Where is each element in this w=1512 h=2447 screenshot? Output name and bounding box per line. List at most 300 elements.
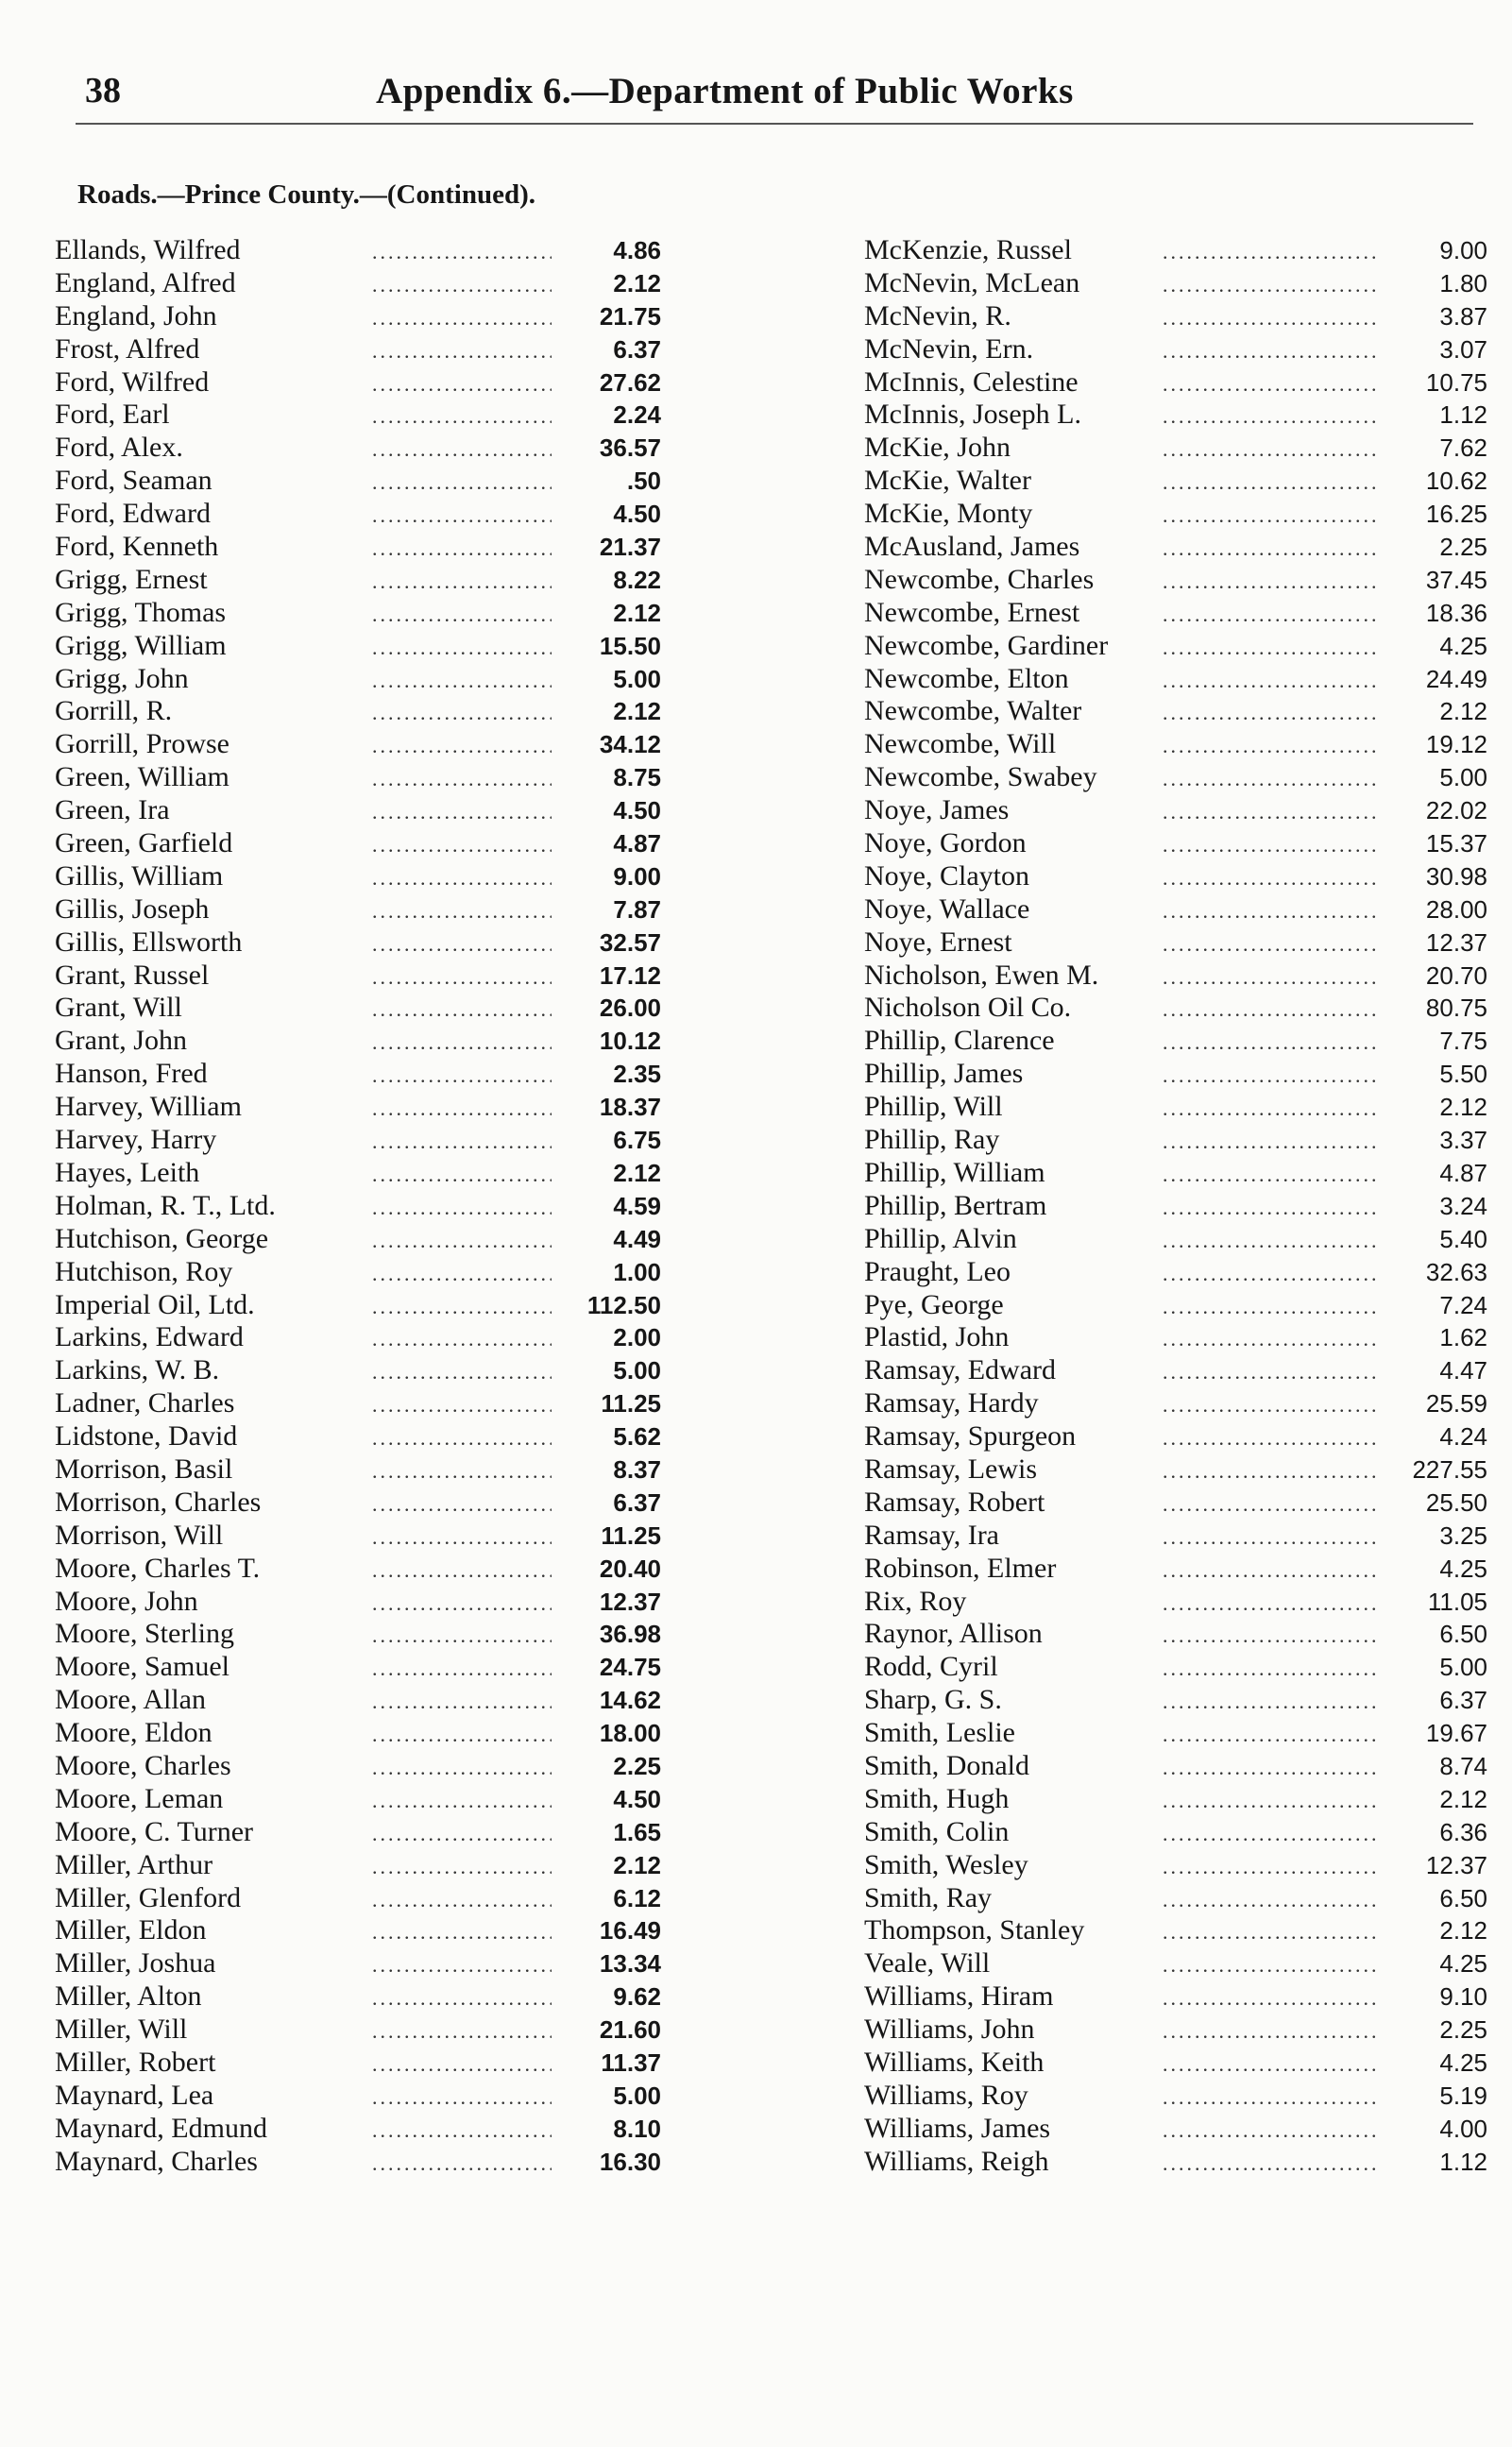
dot-leader <box>372 566 552 599</box>
entry-name: Miller, Will <box>55 2014 188 2046</box>
entry-amount: 5.00 <box>613 664 661 693</box>
entry-name: Miller, Arthur <box>55 1848 213 1880</box>
list-item <box>55 1025 692 1058</box>
entry-name: McAusland, James <box>864 531 1080 563</box>
list-item <box>864 2146 1487 2179</box>
entry-amount: 112.50 <box>586 1290 661 1319</box>
entry-name: Ford, Wilfred <box>55 365 210 398</box>
list-item <box>864 1058 1487 1091</box>
entry-amount: 12.37 <box>1425 1850 1487 1879</box>
entry-name: Miller, Joshua <box>55 1947 216 1980</box>
entry-amount: 21.75 <box>599 301 661 331</box>
entry-name: Grant, John <box>55 1025 187 1057</box>
dot-leader <box>372 1027 552 1060</box>
dot-leader <box>1163 796 1378 829</box>
list-item <box>864 1816 1487 1849</box>
entry-name: Gillis, Joseph <box>55 892 210 925</box>
entry-name: Nicholson, Ewen M. <box>864 959 1099 991</box>
entry-amount: 2.00 <box>613 1323 661 1352</box>
entry-amount: 16.30 <box>599 2147 661 2176</box>
dot-leader <box>1163 961 1378 994</box>
entry-name: Miller, Eldon <box>55 1914 207 1946</box>
list-item <box>55 531 692 564</box>
dot-leader <box>372 1818 552 1851</box>
section-title: Roads.—Prince County.—(Continued). <box>77 179 535 210</box>
entry-name: Ramsay, Hardy <box>864 1387 1039 1419</box>
list-item <box>864 1717 1487 1750</box>
list-item <box>864 1684 1487 1717</box>
entry-amount: 8.22 <box>613 565 661 594</box>
dot-leader <box>1163 1422 1378 1455</box>
entry-name: Newcombe, Charles <box>864 563 1095 595</box>
dot-leader <box>372 1521 552 1555</box>
entry-name: Ford, Kenneth <box>55 531 219 563</box>
list-item <box>864 1914 1487 1947</box>
dot-leader <box>1163 302 1378 335</box>
entry-name: Smith, Colin <box>864 1815 1010 1847</box>
list-item <box>864 333 1487 366</box>
entry-amount: 19.67 <box>1425 1719 1487 1748</box>
entry-name: Noye, Wallace <box>864 892 1030 925</box>
dot-leader <box>1163 1027 1378 1060</box>
entry-name: McKenzie, Russel <box>864 234 1072 265</box>
list-item <box>55 1453 692 1487</box>
entry-name: Noye, Ernest <box>864 926 1012 958</box>
list-item <box>864 630 1487 663</box>
entry-amount: 27.62 <box>599 367 661 397</box>
entry-amount: 4.59 <box>613 1191 661 1220</box>
entry-amount: 5.62 <box>613 1422 661 1452</box>
dot-leader <box>1163 829 1378 862</box>
dot-leader <box>372 1719 552 1752</box>
entry-name: Noye, Gordon <box>864 827 1027 859</box>
list-item <box>864 1354 1487 1387</box>
entry-name: McInnis, Joseph L. <box>864 399 1081 431</box>
dot-leader <box>1163 1356 1378 1389</box>
entry-name: Harvey, Harry <box>55 1124 217 1156</box>
list-item <box>55 1849 692 1882</box>
dot-leader <box>372 1884 552 1917</box>
list-item <box>864 1882 1487 1915</box>
list-item <box>55 1190 692 1223</box>
dot-leader <box>372 2015 552 2048</box>
entry-name: Morrison, Will <box>55 1519 224 1551</box>
list-item <box>55 926 692 960</box>
entry-amount: 6.36 <box>1439 1817 1487 1846</box>
entry-amount: 18.37 <box>599 1093 661 1122</box>
list-item <box>864 1487 1487 1520</box>
dot-leader <box>372 599 552 632</box>
list-item <box>55 893 692 926</box>
entry-name: Ford, Alex. <box>55 432 183 464</box>
entry-amount: 15.50 <box>599 631 661 660</box>
entry-amount: 5.40 <box>1439 1224 1487 1253</box>
entry-amount: 9.62 <box>613 1982 661 2012</box>
entry-name: Sharp, G. S. <box>864 1684 1002 1716</box>
entry-name: Lidstone, David <box>55 1420 238 1453</box>
dot-leader <box>372 961 552 994</box>
entry-name: Hayes, Leith <box>55 1156 200 1188</box>
dot-leader <box>1163 1620 1378 1653</box>
page-header <box>0 0 1512 132</box>
list-item <box>55 728 692 761</box>
list-item <box>864 1980 1487 2014</box>
entry-name: Frost, Alfred <box>55 332 200 365</box>
list-item <box>864 1750 1487 1783</box>
entry-amount: 227.55 <box>1412 1454 1487 1484</box>
entry-amount: 9.00 <box>613 861 661 891</box>
dot-leader <box>1163 1389 1378 1422</box>
dot-leader <box>372 368 552 401</box>
entry-name: Grigg, Thomas <box>55 596 227 628</box>
list-item <box>864 1947 1487 1980</box>
entry-name: Gillis, Ellsworth <box>55 926 243 958</box>
entry-amount: 2.12 <box>613 268 661 297</box>
entry-name: Larkins, Edward <box>55 1321 244 1353</box>
list-item <box>864 234 1487 267</box>
dot-leader <box>372 829 552 862</box>
list-item <box>55 465 692 498</box>
entry-amount: 34.12 <box>599 730 661 759</box>
entry-name: Grigg, William <box>55 629 227 661</box>
entry-amount: 14.62 <box>599 1686 661 1715</box>
dot-leader <box>1163 1126 1378 1159</box>
entry-amount: 5.00 <box>613 2081 661 2110</box>
entry-name: Ladner, Charles <box>55 1387 235 1419</box>
list-item <box>864 728 1487 761</box>
entry-amount: 2.12 <box>613 697 661 726</box>
list-item <box>864 300 1487 333</box>
entry-amount: 25.59 <box>1425 1389 1487 1419</box>
entry-name: Phillip, Clarence <box>864 1025 1055 1057</box>
dot-leader <box>1163 500 1378 533</box>
dot-leader <box>372 994 552 1027</box>
dot-leader <box>1163 1686 1378 1719</box>
entry-amount: 1.12 <box>1439 400 1487 430</box>
dot-leader <box>372 400 552 433</box>
entry-name: Moore, Charles <box>55 1749 231 1781</box>
list-item <box>864 827 1487 860</box>
entry-amount: 21.60 <box>599 2015 661 2045</box>
list-item <box>55 1684 692 1717</box>
entry-name: Ramsay, Lewis <box>864 1453 1038 1485</box>
entry-name: Grigg, Ernest <box>55 563 208 595</box>
entry-name: Grigg, John <box>55 662 189 694</box>
entry-name: Smith, Hugh <box>864 1782 1010 1814</box>
dot-leader <box>1163 665 1378 698</box>
list-item <box>864 1783 1487 1816</box>
entry-name: Hutchison, Roy <box>55 1255 233 1287</box>
entry-amount: 11.37 <box>601 2048 661 2077</box>
list-item <box>864 1157 1487 1190</box>
dot-leader <box>372 1291 552 1324</box>
entry-name: Moore, Leman <box>55 1782 224 1814</box>
list-item <box>55 1420 692 1453</box>
list-item <box>864 1321 1487 1354</box>
list-item <box>864 465 1487 498</box>
entry-name: Moore, C. Turner <box>55 1815 254 1847</box>
dot-leader <box>372 730 552 763</box>
dot-leader <box>1163 269 1378 302</box>
dot-leader <box>372 1323 552 1356</box>
entry-amount: 20.70 <box>1425 960 1487 990</box>
list-item <box>864 960 1487 993</box>
list-item <box>55 1354 692 1387</box>
entry-amount: 6.50 <box>1439 1620 1487 1649</box>
list-item <box>864 1618 1487 1651</box>
list-item <box>55 860 692 893</box>
dot-leader <box>1163 1455 1378 1488</box>
dot-leader <box>372 1422 552 1455</box>
entry-name: Newcombe, Swabey <box>864 761 1097 793</box>
entry-name: Williams, Keith <box>864 2046 1045 2078</box>
dot-leader <box>372 1389 552 1422</box>
entry-amount: 8.74 <box>1439 1751 1487 1780</box>
list-item <box>55 399 692 432</box>
entry-amount: 12.37 <box>599 1587 661 1616</box>
dot-leader <box>1163 1555 1378 1588</box>
list-item <box>864 1091 1487 1124</box>
list-item <box>864 1387 1487 1420</box>
dot-leader <box>1163 2048 1378 2082</box>
entry-amount: 2.35 <box>613 1060 661 1089</box>
dot-leader <box>372 2082 552 2115</box>
dot-leader <box>1163 1851 1378 1884</box>
dot-leader <box>372 1916 552 1949</box>
entry-name: Nicholson Oil Co. <box>864 992 1072 1024</box>
list-item <box>55 1124 692 1157</box>
entry-amount: 2.25 <box>1439 533 1487 562</box>
dot-leader <box>1163 467 1378 500</box>
list-item <box>55 2113 692 2146</box>
list-item <box>55 1750 692 1783</box>
entry-name: Phillip, James <box>864 1058 1024 1090</box>
list-item <box>55 2047 692 2080</box>
list-item <box>55 1487 692 1520</box>
dot-leader <box>372 2048 552 2082</box>
dot-leader <box>372 1653 552 1686</box>
list-item <box>55 992 692 1025</box>
entry-name: Maynard, Lea <box>55 2079 214 2111</box>
entry-amount: 1.65 <box>613 1817 661 1846</box>
entry-amount: 2.25 <box>1439 2015 1487 2045</box>
entry-amount: 10.75 <box>1425 367 1487 397</box>
entry-name: Raynor, Allison <box>864 1618 1043 1650</box>
entry-name: Phillip, Alvin <box>864 1222 1017 1254</box>
page-number: 38 <box>85 71 121 110</box>
list-item <box>864 432 1487 465</box>
entry-name: Rodd, Cyril <box>864 1651 998 1683</box>
dot-leader <box>372 335 552 368</box>
entry-amount: 32.57 <box>599 927 661 957</box>
entry-amount: 4.86 <box>613 236 661 264</box>
entry-amount: 3.24 <box>1439 1191 1487 1220</box>
list-item <box>55 1223 692 1256</box>
dot-leader <box>1163 400 1378 433</box>
list-item <box>55 1387 692 1420</box>
dot-leader <box>1163 1653 1378 1686</box>
list-item <box>864 1651 1487 1684</box>
dot-leader <box>372 1225 552 1258</box>
dot-leader <box>1163 1258 1378 1291</box>
entry-amount: 6.12 <box>613 1883 661 1912</box>
list-item <box>864 498 1487 531</box>
list-item <box>55 498 692 531</box>
dot-leader <box>1163 1159 1378 1192</box>
entry-amount: 11.25 <box>601 1521 661 1550</box>
entry-amount: 16.49 <box>599 1916 661 1946</box>
entry-amount: 5.00 <box>1439 1653 1487 1682</box>
dot-leader <box>372 632 552 665</box>
dot-leader <box>372 2148 552 2181</box>
entry-name: Phillip, Bertram <box>864 1189 1047 1221</box>
entry-name: Moore, Allan <box>55 1684 206 1716</box>
dot-leader <box>372 665 552 698</box>
entry-amount: 2.24 <box>613 400 661 430</box>
list-item <box>864 1586 1487 1619</box>
entry-amount: 1.62 <box>1439 1323 1487 1352</box>
entry-name: Smith, Ray <box>864 1881 993 1913</box>
entry-name: Veale, Will <box>864 1947 991 1980</box>
entry-name: Larkins, W. B. <box>55 1354 220 1386</box>
entry-amount: 7.24 <box>1439 1290 1487 1319</box>
list-item <box>55 827 692 860</box>
list-item <box>55 630 692 663</box>
dot-leader <box>1163 1818 1378 1851</box>
entry-name: Ramsay, Spurgeon <box>864 1420 1077 1453</box>
entry-amount: 36.57 <box>599 433 661 463</box>
list-item <box>864 1849 1487 1882</box>
list-item <box>55 1321 692 1354</box>
entry-amount: 1.00 <box>613 1257 661 1286</box>
dot-leader <box>372 236 552 269</box>
dot-leader <box>1163 533 1378 566</box>
entry-amount: 28.00 <box>1425 894 1487 924</box>
dot-leader <box>1163 1884 1378 1917</box>
list-item <box>55 695 692 728</box>
dot-leader <box>372 2115 552 2148</box>
list-item <box>55 333 692 366</box>
list-item <box>55 300 692 333</box>
dot-leader <box>372 533 552 566</box>
list-item <box>864 794 1487 827</box>
entry-name: Smith, Wesley <box>864 1848 1028 1880</box>
dot-leader <box>1163 1949 1378 1982</box>
entry-name: Moore, John <box>55 1585 198 1617</box>
entry-amount: 3.87 <box>1439 301 1487 331</box>
dot-leader <box>1163 2015 1378 2048</box>
entry-amount: 5.50 <box>1439 1060 1487 1089</box>
entry-amount: 12.37 <box>1425 927 1487 957</box>
entry-amount: 80.75 <box>1425 994 1487 1023</box>
entry-name: Grant, Will <box>55 992 182 1024</box>
entry-name: Williams, Hiram <box>864 1980 1054 2013</box>
entry-amount: 1.80 <box>1439 268 1487 297</box>
list-item <box>864 1256 1487 1289</box>
entry-name: Maynard, Charles <box>55 2145 258 2177</box>
right-column <box>864 234 1487 2179</box>
dot-leader <box>1163 2115 1378 2148</box>
entry-name: Smith, Donald <box>864 1749 1030 1781</box>
entry-name: Ford, Earl <box>55 399 170 431</box>
entry-amount: 6.75 <box>613 1126 661 1155</box>
list-item <box>864 1025 1487 1058</box>
header-rule <box>76 123 1473 125</box>
entry-name: Newcombe, Will <box>864 728 1057 760</box>
entry-amount: 2.12 <box>1439 1916 1487 1946</box>
entry-amount: 16.25 <box>1425 500 1487 529</box>
dot-leader <box>1163 1719 1378 1752</box>
list-item <box>864 366 1487 399</box>
dot-leader <box>372 1686 552 1719</box>
entry-amount: 8.10 <box>613 2114 661 2143</box>
entry-amount: 4.50 <box>613 796 661 825</box>
dot-leader <box>372 1192 552 1225</box>
entry-name: England, John <box>55 299 217 331</box>
entry-amount: 19.12 <box>1425 730 1487 759</box>
entry-amount: 24.75 <box>599 1653 661 1682</box>
entry-name: McNevin, McLean <box>864 266 1080 298</box>
entry-name: McKie, John <box>864 432 1011 464</box>
dot-leader <box>1163 1192 1378 1225</box>
list-item <box>55 1256 692 1289</box>
entry-name: Williams, Roy <box>864 2079 1028 2111</box>
dot-leader <box>1163 1752 1378 1785</box>
entry-name: Pye, George <box>864 1288 1004 1320</box>
entry-amount: 20.40 <box>599 1554 661 1583</box>
entry-name: Miller, Glenford <box>55 1881 242 1913</box>
dot-leader <box>372 302 552 335</box>
entry-name: Praught, Leo <box>864 1255 1011 1287</box>
entry-amount: 10.12 <box>599 1027 661 1056</box>
entry-amount: 10.62 <box>1425 467 1487 496</box>
dot-leader <box>1163 697 1378 730</box>
entry-amount: 2.25 <box>613 1751 661 1780</box>
entry-amount: 2.12 <box>613 1850 661 1879</box>
entry-amount: 7.75 <box>1439 1027 1487 1056</box>
entry-name: Williams, James <box>864 2112 1051 2144</box>
entry-amount: 8.37 <box>613 1454 661 1484</box>
list-item <box>864 1453 1487 1487</box>
entry-name: Green, Ira <box>55 794 170 826</box>
entry-name: Ramsay, Robert <box>864 1486 1045 1518</box>
entry-name: Miller, Alton <box>55 1980 202 2013</box>
list-item <box>55 1586 692 1619</box>
list-item <box>55 1520 692 1553</box>
dot-leader <box>372 1949 552 1982</box>
dot-leader <box>1163 2082 1378 2115</box>
dot-leader <box>372 1126 552 1159</box>
list-item <box>55 1058 692 1091</box>
entry-name: McNevin, Ern. <box>864 332 1034 365</box>
entry-amount: 6.37 <box>613 334 661 364</box>
dot-leader <box>372 862 552 895</box>
entry-amount: 18.00 <box>599 1719 661 1748</box>
dot-leader <box>372 433 552 467</box>
list-item <box>864 1289 1487 1322</box>
entry-amount: 4.25 <box>1439 631 1487 660</box>
dot-leader <box>372 467 552 500</box>
list-item <box>55 2014 692 2047</box>
entry-name: Noye, James <box>864 794 1010 826</box>
entry-amount: 36.98 <box>599 1620 661 1649</box>
entry-name: Smith, Leslie <box>864 1717 1015 1749</box>
entry-name: Rix, Roy <box>864 1585 967 1617</box>
entry-name: Ramsay, Ira <box>864 1519 999 1551</box>
entry-name: Williams, John <box>864 2014 1035 2046</box>
list-item <box>864 1520 1487 1553</box>
entry-amount: 2.12 <box>613 598 661 627</box>
